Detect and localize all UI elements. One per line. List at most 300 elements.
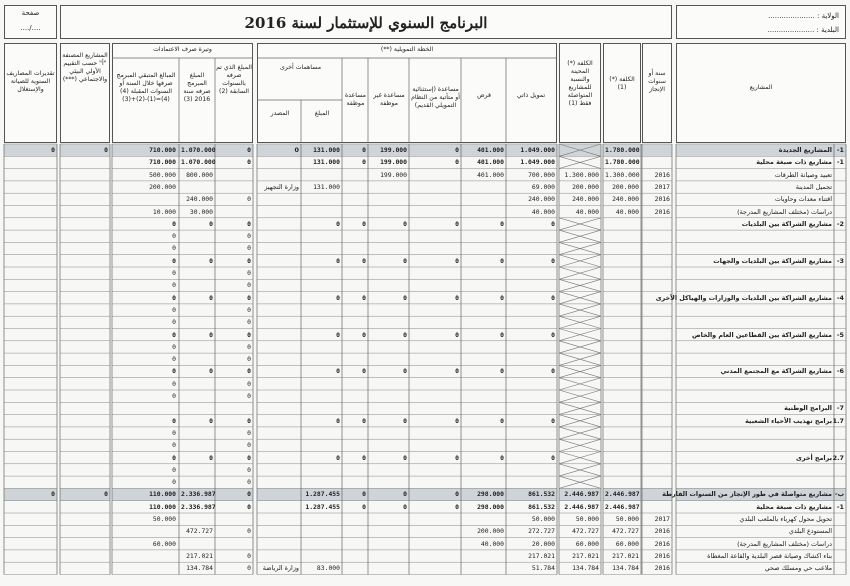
cell-label: مشاريع الشراكة مع المجتمع المدني <box>720 367 832 376</box>
cell-amount <box>303 514 340 524</box>
cell-years: 2016 <box>654 551 670 560</box>
cell-loan <box>463 379 504 389</box>
cell-nonalloc <box>370 403 407 413</box>
cell-self: 0 <box>551 367 555 376</box>
cell-years <box>644 453 670 463</box>
cell-label <box>678 379 832 389</box>
cell-loan: 0 <box>500 453 504 462</box>
cell-cat <box>62 256 108 266</box>
cell-aid <box>411 465 459 475</box>
cell-aid <box>411 305 459 315</box>
cell-self: 40.000 <box>531 207 555 216</box>
cell-alloc <box>344 428 366 438</box>
cell-self <box>508 243 555 253</box>
cell-source <box>259 268 299 278</box>
cell-plan: 0 <box>209 330 213 339</box>
cell-cost2: 134.784 <box>572 564 599 573</box>
cell-num <box>836 170 844 180</box>
cell-cost2 <box>561 342 599 352</box>
cell-alloc: 0 <box>362 158 366 167</box>
cell-est <box>6 477 55 487</box>
cell-remain: 0 <box>172 465 176 474</box>
cell-cost2 <box>561 317 599 327</box>
cell-plan <box>181 342 213 352</box>
cell-years <box>644 219 670 229</box>
cell-label <box>678 391 832 401</box>
cell-self: 240.000 <box>528 195 555 204</box>
cell-aid <box>411 563 459 573</box>
cell-self <box>508 403 555 413</box>
cell-amount <box>303 194 340 204</box>
cell-label <box>678 243 832 253</box>
cell-cost2 <box>561 280 599 290</box>
cell-est <box>6 219 55 229</box>
cell-remain: 0 <box>172 318 176 327</box>
cell-est <box>6 256 55 266</box>
cell-cost2: 2.446.987 <box>564 490 599 499</box>
cell-cat <box>62 514 108 524</box>
cell-cat <box>62 428 108 438</box>
cell-prior: 0 <box>247 502 251 511</box>
cell-source <box>259 170 299 180</box>
cell-remain: 0 <box>172 355 176 364</box>
cell-loan <box>463 465 504 475</box>
cell-prior: 0 <box>247 478 251 487</box>
cell-num <box>836 305 844 315</box>
cell-label: تعبيد وصيانة الطرقات <box>774 170 832 179</box>
cell-cost2 <box>561 440 599 450</box>
cell-aid <box>411 514 459 524</box>
cell-amount: 131.000 <box>313 146 340 154</box>
cell-num: 5- <box>836 330 844 339</box>
cell-self: 0 <box>551 330 555 339</box>
cell-cost2 <box>561 219 599 229</box>
cell-cat <box>62 170 108 180</box>
cell-nonalloc <box>370 428 407 438</box>
cell-num <box>836 231 844 241</box>
cell-aid <box>411 243 459 253</box>
cell-amount: 0 <box>336 453 340 462</box>
cell-nonalloc <box>370 477 407 487</box>
cell-label: المشاريع الجديدة <box>778 146 832 154</box>
cell-label <box>678 440 832 450</box>
page-label: صفحة <box>21 9 40 17</box>
cell-alloc: 0 <box>362 490 366 499</box>
cell-self: 861.532 <box>528 490 555 499</box>
cell-est <box>6 440 55 450</box>
cell-loan: 0 <box>500 219 504 228</box>
cell-amount: 0 <box>336 367 340 376</box>
cell-remain: 10.000 <box>152 207 176 216</box>
cell-aid <box>411 317 459 327</box>
cell-alloc <box>344 440 366 450</box>
cell-aid <box>411 280 459 290</box>
cell-prior: 0 <box>247 305 251 314</box>
cell-remain: 0 <box>172 219 176 228</box>
cell-alloc <box>344 477 366 487</box>
cell-remain: 0 <box>172 428 176 437</box>
cell-self <box>508 428 555 438</box>
cell-prior: 0 <box>247 330 251 339</box>
cell-self: 0 <box>551 219 555 228</box>
cell-cost2 <box>561 416 599 426</box>
cell-cat <box>62 305 108 315</box>
cell-num: 1- <box>836 502 844 511</box>
cell-aid <box>411 379 459 389</box>
cell-source <box>259 465 299 475</box>
cell-cat <box>62 219 108 229</box>
cell-prior <box>217 514 251 524</box>
cell-prior: 0 <box>247 158 251 167</box>
cell-prior: 0 <box>247 318 251 327</box>
cell-num <box>836 243 844 253</box>
cell-cost <box>605 231 639 241</box>
cell-loan <box>463 231 504 241</box>
cell-label <box>678 342 832 352</box>
cell-loan <box>463 182 504 192</box>
cell-label: مشاريع الشراكة بين البلديات والجهات <box>713 256 832 265</box>
cell-num <box>836 182 844 192</box>
cell-alloc <box>344 563 366 573</box>
cell-num: 3- <box>836 256 844 265</box>
cell-label <box>678 354 832 364</box>
cell-alloc <box>344 305 366 315</box>
cell-cost2: 472.727 <box>572 527 599 536</box>
cell-loan: 298.000 <box>477 502 504 511</box>
cell-cost2: 240.000 <box>572 195 599 204</box>
cell-loan <box>463 194 504 204</box>
cell-prior: 0 <box>247 293 251 302</box>
cell-nonalloc <box>370 440 407 450</box>
cell-plan: 1.070.000 <box>181 146 216 154</box>
cell-loan: 0 <box>500 293 504 302</box>
cell-remain: 710.000 <box>149 146 176 154</box>
cell-self: 700.000 <box>528 170 555 179</box>
cell-label: دراسات (مختلف المشاريع المدرجة) <box>737 539 832 548</box>
cell-alloc <box>344 194 366 204</box>
cell-nonalloc <box>370 231 407 241</box>
cell-nonalloc: 199.000 <box>380 170 407 179</box>
cell-cat: 0 <box>104 490 108 499</box>
cell-num <box>836 354 844 364</box>
cell-prior: 0 <box>247 392 251 400</box>
cell-aid <box>411 526 459 536</box>
cell-years <box>644 317 670 327</box>
col-fund-aid: مساعدة (إستثنائية أو متأتية من النظام التمويلي القديم) <box>411 86 460 109</box>
cell-cost: 1.780.000 <box>605 146 640 154</box>
cell-cost <box>605 379 639 389</box>
cell-source <box>259 342 299 352</box>
cell-cost2 <box>561 428 599 438</box>
cell-cost2 <box>561 157 599 167</box>
cell-cat <box>62 391 108 401</box>
cell-plan: 800.000 <box>186 170 213 179</box>
cell-cost2 <box>561 268 599 278</box>
cell-remain <box>114 194 176 204</box>
cell-self <box>508 379 555 389</box>
cell-cat <box>62 563 108 573</box>
cell-years <box>644 391 670 401</box>
cell-plan <box>181 354 213 364</box>
cell-remain: 0 <box>172 478 176 487</box>
cell-years <box>644 157 670 167</box>
cell-cost2 <box>561 366 599 376</box>
cell-amount: 83.000 <box>316 564 340 573</box>
cell-remain <box>114 526 176 536</box>
cell-num <box>836 280 844 290</box>
cell-loan <box>463 317 504 327</box>
cell-label: اقتناء معدات وحاويات <box>774 195 832 204</box>
cell-source <box>259 207 299 217</box>
cell-cost <box>605 391 639 401</box>
cell-prior: 0 <box>247 527 251 536</box>
cell-num <box>836 477 844 487</box>
cell-years <box>644 416 670 426</box>
col-cost-ongoing: الكلفة (*) المحينة والنسبة للمشاريع المتواصلة فقط (1) <box>567 60 593 107</box>
cell-aid <box>411 477 459 487</box>
cell-amount <box>303 477 340 487</box>
cell-nonalloc <box>370 391 407 401</box>
cell-alloc <box>344 342 366 352</box>
cell-aid <box>411 428 459 438</box>
cell-loan: 0 <box>500 416 504 425</box>
cell-amount <box>303 551 340 561</box>
cell-nonalloc <box>370 243 407 253</box>
cell-plan <box>181 182 213 192</box>
cell-loan <box>463 428 504 438</box>
cell-years: 2016 <box>654 527 670 536</box>
cell-cost: 2.446.987 <box>605 502 640 511</box>
cell-loan: 298.000 <box>477 490 504 499</box>
cell-remain: 0 <box>172 305 176 314</box>
cell-source <box>259 379 299 389</box>
cell-source <box>259 403 299 413</box>
cell-est <box>6 194 55 204</box>
cell-prior: 0 <box>247 367 251 376</box>
cell-cost2 <box>561 379 599 389</box>
cell-cost <box>605 293 639 303</box>
cell-plan: 472.727 <box>186 527 213 536</box>
cell-prior: 0 <box>247 342 251 351</box>
cell-plan: 1.070.000 <box>181 158 216 167</box>
cell-nonalloc <box>370 280 407 290</box>
cell-num <box>836 465 844 475</box>
cell-cost: 1.300.000 <box>605 170 640 179</box>
cell-alloc: 0 <box>362 256 366 265</box>
cell-est: 0 <box>51 146 55 154</box>
cell-prior: 0 <box>247 244 251 253</box>
cell-remain: 0 <box>172 244 176 253</box>
cell-nonalloc <box>370 526 407 536</box>
cell-source: وزارة التجهيز <box>264 182 299 191</box>
cell-label: مشاريع متواصلة في طور الإنجاز من السنوات الفارطة <box>662 490 832 499</box>
page-value: ..../.... <box>20 24 41 32</box>
cell-years <box>644 268 670 278</box>
cell-self <box>508 354 555 364</box>
cell-loan: 401.000 <box>477 146 504 154</box>
cell-cost2 <box>561 453 599 463</box>
cell-prior: 0 <box>247 379 251 388</box>
cell-aid: 0 <box>455 490 459 499</box>
cell-nonalloc <box>370 207 407 217</box>
cell-source <box>259 354 299 364</box>
cell-source <box>259 317 299 327</box>
cell-amount: 0 <box>336 416 340 425</box>
cell-nonalloc <box>370 268 407 278</box>
cell-cost: 134.784 <box>612 564 639 573</box>
cell-aid <box>411 551 459 561</box>
cell-prior: 0 <box>247 416 251 425</box>
cell-remain <box>114 563 176 573</box>
cell-plan <box>181 477 213 487</box>
cell-remain: 0 <box>172 330 176 339</box>
cell-alloc: 0 <box>362 416 366 425</box>
cell-years: 2016 <box>654 207 670 216</box>
cell-est <box>6 293 55 303</box>
cell-amount <box>303 280 340 290</box>
cell-num <box>836 428 844 438</box>
cell-alloc <box>344 182 366 192</box>
cell-loan <box>463 342 504 352</box>
cell-years <box>644 403 670 413</box>
cell-cost <box>605 330 639 340</box>
cell-remain: 50.000 <box>152 515 176 523</box>
page-title: البرنامج السنوي للإستثمار لسنة 2016 <box>244 14 488 32</box>
cell-aid: 0 <box>455 502 459 511</box>
cell-cost <box>605 403 639 413</box>
cell-est <box>6 514 55 524</box>
cell-est <box>6 280 55 290</box>
cell-est <box>6 207 55 217</box>
cell-self: 69.000 <box>531 182 555 191</box>
cell-amount <box>303 403 340 413</box>
cell-source <box>259 453 299 463</box>
cell-est <box>6 330 55 340</box>
cell-amount <box>303 440 340 450</box>
cell-nonalloc: 199.000 <box>380 158 407 167</box>
cell-cat <box>62 231 108 241</box>
cell-prior: 0 <box>247 146 251 154</box>
cell-years <box>644 428 670 438</box>
cell-alloc <box>344 170 366 180</box>
cell-label: مشاريع الشراكة بين القطاعين العام والخاص <box>691 330 832 339</box>
cell-remain: 710.000 <box>149 158 176 167</box>
cell-num <box>836 268 844 278</box>
cell-source <box>259 502 299 512</box>
cell-cost <box>605 465 639 475</box>
cell-years <box>644 477 670 487</box>
cell-label <box>678 280 832 290</box>
cell-aid <box>411 391 459 401</box>
cell-loan <box>463 477 504 487</box>
cell-remain: 0 <box>172 256 176 265</box>
cell-est <box>6 243 55 253</box>
cell-nonalloc <box>370 354 407 364</box>
cell-est <box>6 428 55 438</box>
cell-label: تجميل المدينة <box>795 182 832 191</box>
col-category-a: المشاريع المصنفة "أ" حسب التقييم الأولي البيئي والاجتماعي (***) <box>62 52 108 83</box>
cell-num <box>836 207 844 217</box>
cell-nonalloc <box>370 379 407 389</box>
cell-aid <box>411 342 459 352</box>
cell-alloc <box>344 391 366 401</box>
cell-cat <box>62 207 108 217</box>
cell-cost <box>605 256 639 266</box>
cell-cost2: 40.000 <box>575 207 599 216</box>
cell-cat <box>62 403 108 413</box>
col-cost: الكلفة (*) (1) <box>609 76 635 91</box>
cell-source: وزارة الرياضة <box>262 564 299 573</box>
cell-est <box>6 379 55 389</box>
cell-cost <box>605 416 639 426</box>
cell-nonalloc <box>370 194 407 204</box>
cell-alloc: 0 <box>362 146 366 154</box>
cell-label <box>678 231 832 241</box>
cell-loan <box>463 268 504 278</box>
cell-cost2 <box>561 243 599 253</box>
cell-alloc <box>344 207 366 217</box>
cell-label: مشاريع ذات صبغة محلية <box>756 502 832 511</box>
cell-prior: 0 <box>247 551 251 560</box>
col-loan: قرض <box>477 92 491 99</box>
cell-label <box>678 477 832 487</box>
cell-est <box>6 416 55 426</box>
cell-alloc <box>344 379 366 389</box>
cell-cost <box>605 453 639 463</box>
cell-label: المستودع البلدي <box>788 527 832 536</box>
cell-cost2 <box>561 354 599 364</box>
cell-cost: 217.021 <box>612 551 639 560</box>
cell-remain: 0 <box>172 392 176 400</box>
cell-prior: 0 <box>247 441 251 450</box>
cell-amount <box>303 305 340 315</box>
cell-plan: 2.336.987 <box>181 490 216 499</box>
cell-cost: 472.727 <box>612 527 639 536</box>
cell-remain: 0 <box>172 367 176 376</box>
cell-self: 0 <box>551 416 555 425</box>
cell-alloc: 0 <box>362 219 366 228</box>
cell-years <box>644 305 670 315</box>
cell-cost <box>605 354 639 364</box>
cell-source <box>259 551 299 561</box>
cell-nonalloc <box>370 342 407 352</box>
cell-amount: 0 <box>336 293 340 302</box>
cell-prior: 0 <box>247 428 251 437</box>
cell-source <box>259 539 299 549</box>
cell-source <box>259 428 299 438</box>
cell-self <box>508 305 555 315</box>
cell-cat <box>62 354 108 364</box>
cell-cat <box>62 440 108 450</box>
cell-plan: 2.336.987 <box>181 502 216 511</box>
col-estimates: تقديرات المصاريف السنوية للصيانة والإستغلال <box>6 70 55 93</box>
cell-self: 0 <box>551 453 555 462</box>
cell-years <box>644 330 670 340</box>
cell-prior: 0 <box>247 256 251 265</box>
cell-prior: 0 <box>247 269 251 277</box>
cell-aid: 0 <box>455 293 459 302</box>
cell-plan <box>181 539 213 549</box>
cell-prior <box>217 182 251 192</box>
cell-loan <box>463 391 504 401</box>
cell-cost2 <box>561 305 599 315</box>
cell-source <box>259 194 299 204</box>
cell-nonalloc: 0 <box>403 453 407 462</box>
cell-self <box>508 440 555 450</box>
cell-prior <box>217 170 251 180</box>
cell-years: 2016 <box>654 539 670 548</box>
cell-source <box>259 514 299 524</box>
